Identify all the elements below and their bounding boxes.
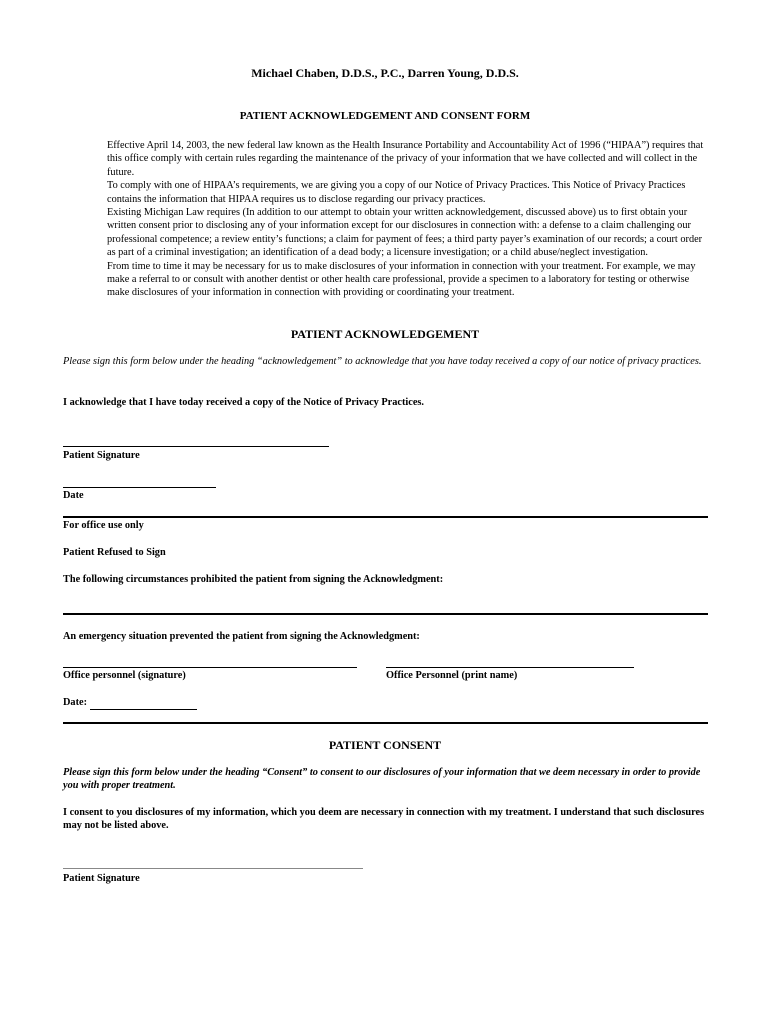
intro-paragraph-1: Effective April 14, 2003, the new federal law known as the Health Insurance Portability and Accountability Act of 1996 (“HIPAA”) requires that this office comply with certain rules regarding the maintenance of the privacy of your information that we have collected and will collect in the future. — [107, 140, 704, 178]
office-personnel-print-line[interactable] — [386, 667, 634, 668]
date-label: Date — [63, 490, 84, 501]
emergency-label: An emergency situation prevented the patient from signing the Acknowledgment: — [63, 631, 420, 642]
practice-name: Michael Chaben, D.D.S., P.C., Darren Young, D.D.S. — [251, 66, 519, 80]
circumstances-line[interactable] — [63, 613, 708, 615]
office-personnel-print-label: Office Personnel (print name) — [386, 670, 518, 681]
refused-to-sign-label: Patient Refused to Sign — [63, 547, 166, 558]
acknowledgement-heading: PATIENT ACKNOWLEDGEMENT — [290, 327, 480, 341]
intro-paragraph-4: From time to time it may be necessary for us to make disclosures of your information in connection with your treatment. For example, we may make a referral to or consult with another dentist or other health care professional, provide a specimen to a laboratory for testing or otherwise make disclosures of your information in connection with providing or coordinating your treatment. — [107, 260, 696, 299]
section-divider — [63, 516, 708, 518]
consent-signature-line[interactable] — [63, 868, 363, 869]
office-personnel-signature-label: Office personnel (signature) — [63, 670, 186, 681]
acknowledgement-statement: I acknowledge that I have today received a copy of the Notice of Privacy Practices. — [63, 397, 424, 408]
office-use-heading: For office use only — [63, 520, 144, 531]
office-date-label: Date: — [63, 697, 88, 708]
intro-paragraph-2: To comply with one of HIPAA’s requirements, we are giving you a copy of our Notice of Privacy Practices. This Notice of Privacy Practices contains the information that HIPAA requires us to disclose regarding our privacy practices. — [107, 180, 686, 205]
consent-signature-label: Patient Signature — [63, 873, 140, 884]
form-title: PATIENT ACKNOWLEDGEMENT AND CONSENT FORM — [239, 110, 531, 122]
intro-paragraph-3: Existing Michigan Law requires (In addition to our attempt to obtain your written acknowledgement, discussed above) us to first obtain your written consent prior to disclosing any of your information except for our disclosures in connection with: a defense to a claim challenging our professional competence; a review entity’s functions; a claim for payment of fees; a third party payer’s examination of our records; a court order as part of a criminal investigation; an identification of a dead body; a licensure investigation; or a child abuse/neglect investigation. — [107, 207, 703, 259]
patient-signature-line[interactable] — [63, 446, 329, 447]
consent-instruction: Please sign this form below under the heading “Consent” to consent to our disclosures of your information that we deem necessary in order to provide you with proper treatment. — [63, 767, 701, 792]
circumstances-label: The following circumstances prohibited the patient from signing the Acknowledgment: — [63, 574, 444, 585]
office-personnel-signature-line[interactable] — [63, 667, 357, 668]
office-date-line[interactable] — [90, 709, 197, 710]
acknowledgement-instruction: Please sign this form below under the heading “acknowledgement” to acknowledge that you have today received a copy of our notice of privacy practices. — [63, 356, 702, 367]
consent-statement: I consent to you disclosures of my information, which you deem are necessary in connection with my treatment. I understand that such disclosures may not be listed above. — [63, 807, 705, 832]
intro-text — [63, 139, 711, 300]
section-divider-2 — [63, 722, 708, 724]
patient-signature-label: Patient Signature — [63, 450, 140, 461]
date-line[interactable] — [63, 487, 216, 488]
consent-heading: PATIENT CONSENT — [328, 738, 442, 752]
